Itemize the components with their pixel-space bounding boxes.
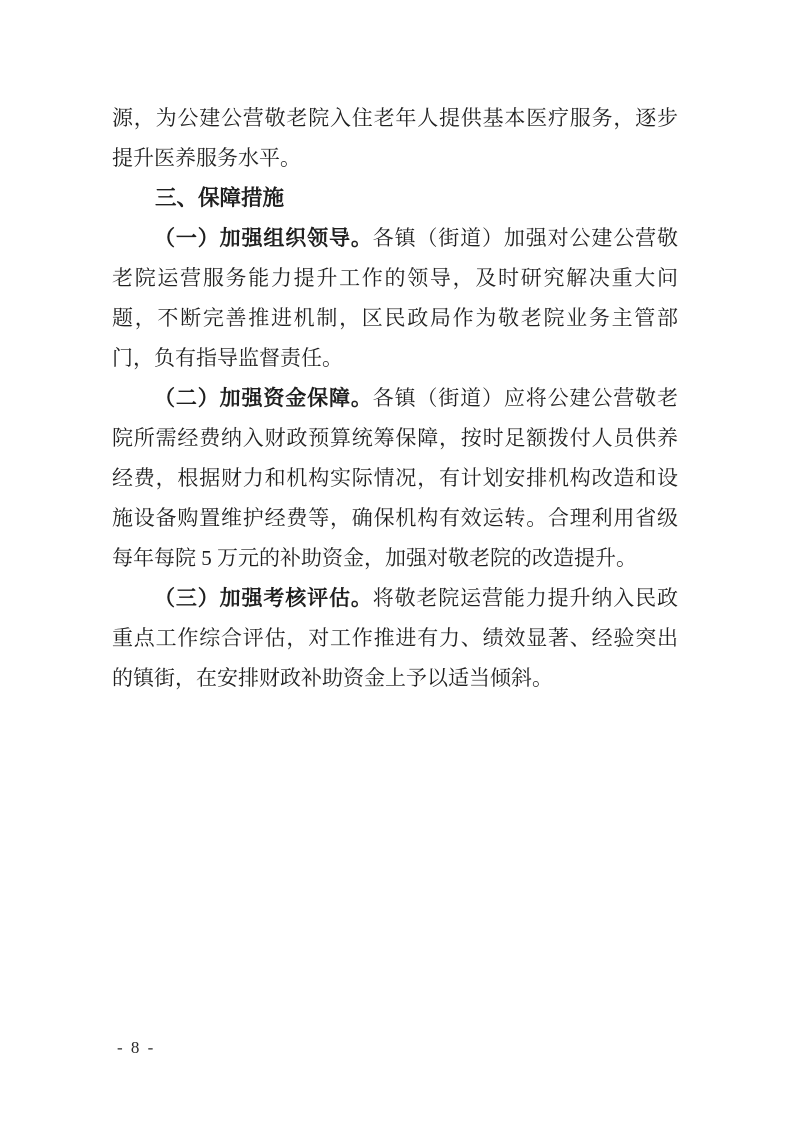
paragraph-text: 各镇（街道）应将公建公营敬老院所需经费纳入财政预算统筹保障，按时足额拨付人员供养经费，根据财力和机构实际情况，有计划安排机构改造和设施设备购置维护经费等，确保机构有效运转。合理利用省级每年每院 5 万元的补助资金，加强对敬老院的改造提升。 [112, 386, 679, 570]
section-heading: 三、保障措施 [155, 186, 285, 210]
paragraph-text: 将敬老院运营能力提升纳入民政重点工作综合评估，对工作推进有力、绩效显著、经验突出的镇街，在安排财政补助资金上予以适当倾斜。 [112, 586, 679, 690]
paragraph-lead: （二）加强资金保障。 [154, 386, 373, 410]
paragraph-text: 各镇（街道）加强对公建公营敬老院运营服务能力提升工作的领导，及时研究解决重大问题，不断完善推进机制，区民政局作为敬老院业务主管部门，负有指导监督责任。 [112, 226, 679, 370]
paragraph-lead: （一）加强组织领导。 [154, 226, 373, 250]
document-body [112, 98, 678, 698]
paragraph-item-3 [112, 578, 678, 698]
paragraph-item-1 [112, 218, 678, 378]
paragraph-lead: （三）加强考核评估。 [154, 586, 373, 610]
paragraph-item-2 [112, 378, 678, 578]
paragraph-continued: 源，为公建公营敬老院入住老年人提供基本医疗服务，逐步提升医养服务水平。 [112, 106, 678, 170]
page-number: - 8 - [117, 1038, 156, 1057]
